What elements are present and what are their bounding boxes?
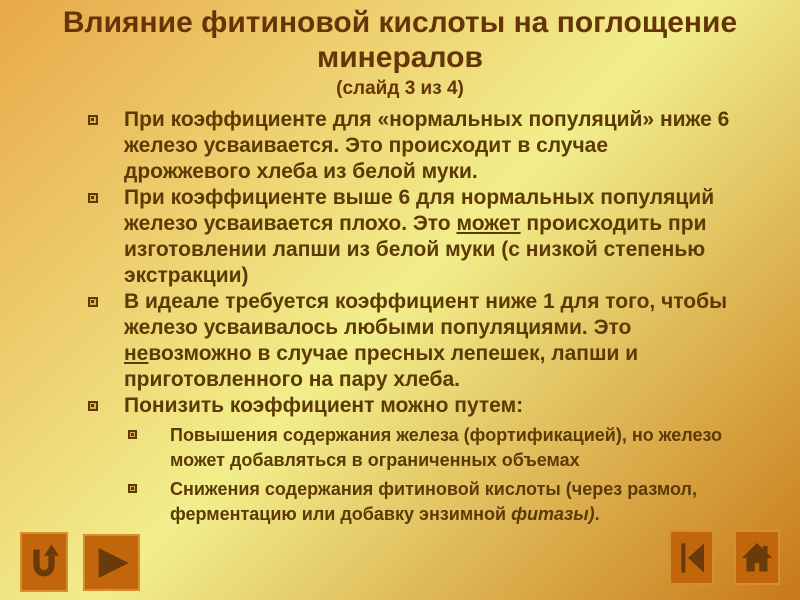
bullet-item: [88, 185, 740, 289]
bullet-text: Повышения содержания железа (фортификацией), но железо может добавляться в ограниченных объемах: [170, 425, 722, 470]
square-bullet-icon: [88, 115, 98, 125]
bullet-text: При коэффициенте для «нормальных популяций» ниже 6 железо усваивается. Это происходит в случае дрожжевого хлеба из белой муки.: [124, 108, 730, 183]
return-button[interactable]: [20, 532, 68, 592]
square-bullet-icon: [88, 401, 98, 411]
home-button[interactable]: [734, 530, 780, 585]
sub-bullet-item: [128, 477, 760, 527]
bullet-item: [88, 289, 740, 393]
play-next-icon: [92, 543, 132, 583]
bullet-text: В идеале требуется коэффициент ниже 1 для того, чтобы железо усваивалось любыми популяциями. Это невозможно в случае пресных лепешек, лапши и приготовленного на пару хлеба.: [124, 290, 728, 391]
bullet-text: Снижения содержания фитиновой кислоты (через размол, ферментацию или добавку энзимной фитазы).: [170, 479, 697, 524]
bullet-list: [88, 107, 800, 527]
sub-bullet-item: [128, 423, 760, 473]
next-slide-button[interactable]: [83, 534, 140, 591]
square-bullet-icon: [88, 193, 98, 203]
bullet-text: Понизить коэффициент можно путем:: [124, 394, 524, 417]
bullet-item: [88, 107, 740, 185]
slide-title: Влияние фитиновой кислоты на поглощение минералов: [62, 6, 738, 74]
home-icon: [739, 540, 775, 576]
square-bullet-icon: [128, 430, 137, 439]
bullet-item: [88, 393, 740, 419]
skip-to-start-icon: [676, 539, 708, 577]
slide-counter: (слайд 3 из 4): [336, 78, 464, 99]
square-bullet-icon: [88, 297, 98, 307]
bullet-text: При коэффициенте выше 6 для нормальных популяций железо усваивается плохо. Это может происходить при изготовлении лапши из белой муки (с низкой степенью экстракции): [124, 186, 715, 287]
first-slide-button[interactable]: [669, 530, 714, 585]
u-turn-return-icon: [29, 543, 59, 581]
square-bullet-icon: [128, 484, 137, 493]
